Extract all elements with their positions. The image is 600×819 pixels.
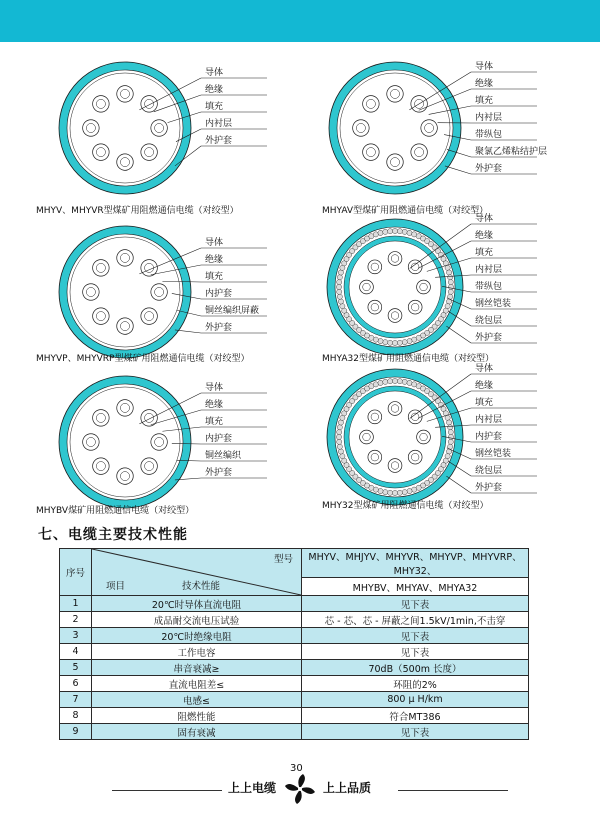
diagram-label: 绝缘 bbox=[475, 79, 494, 89]
cell-value: 芯 - 芯、芯 - 屏蔽之间1.5kV/1min,不击穿 bbox=[302, 612, 529, 628]
cell-num: 3 bbox=[60, 628, 92, 644]
diagram-label: 绕包层 bbox=[475, 466, 503, 476]
diagram-label: 钢丝铠装 bbox=[475, 449, 512, 459]
cable-diagram-mhy32 bbox=[325, 362, 585, 512]
diagram-label: 填充 bbox=[475, 248, 494, 258]
pinwheel-logo-icon bbox=[283, 772, 317, 810]
diagram-label: 导体 bbox=[205, 383, 224, 393]
table-row bbox=[60, 692, 529, 708]
table-row bbox=[60, 724, 529, 740]
cell-value: 环阻的2% bbox=[302, 676, 529, 692]
header-models-line2: MHYBV、MHYAV、MHYA32 bbox=[302, 578, 529, 596]
diagram-label: 填充 bbox=[475, 96, 494, 106]
diagram-label: 带纵包 bbox=[475, 282, 503, 292]
diagram-label: 外护套 bbox=[475, 333, 503, 343]
cell-num: 8 bbox=[60, 708, 92, 724]
cell-value: 见下表 bbox=[302, 724, 529, 740]
table-row bbox=[60, 596, 529, 612]
cell-item: 20℃时绝缘电阻 bbox=[92, 628, 302, 644]
diagram-label: 绝缘 bbox=[205, 255, 224, 265]
diagram-label: 外护套 bbox=[205, 136, 233, 146]
diagram-label: 聚氯乙烯粘结护层 bbox=[475, 147, 548, 157]
cell-num: 4 bbox=[60, 644, 92, 660]
diagram-label: 内护套 bbox=[205, 289, 233, 299]
cell-item: 直流电阻差≤ bbox=[92, 676, 302, 692]
table-header-row bbox=[60, 549, 529, 578]
cell-value: 见下表 bbox=[302, 628, 529, 644]
caption-mhyv: MHYV、MHYVR型煤矿用阻燃通信电缆（对绞型） bbox=[36, 206, 239, 216]
table-row bbox=[60, 628, 529, 644]
diagram-label: 铜丝编织 bbox=[205, 451, 242, 461]
table-row bbox=[60, 612, 529, 628]
cell-value: 70dB（500m 长度） bbox=[302, 660, 529, 676]
footer-line-right bbox=[398, 790, 508, 791]
cell-item: 20℃时导体直流电阻 bbox=[92, 596, 302, 612]
caption-mhyvp: MHYVP、MHYVRP型煤矿用阻燃通信电缆（对绞型） bbox=[36, 354, 250, 364]
header-perf: 技术性能 bbox=[182, 581, 221, 592]
table-row bbox=[60, 644, 529, 660]
section-title: 七、电缆主要技术性能 bbox=[38, 527, 188, 543]
cell-num: 1 bbox=[60, 596, 92, 612]
cell-item: 成品耐交流电压试验 bbox=[92, 612, 302, 628]
cell-item: 阻燃性能 bbox=[92, 708, 302, 724]
diagram-label: 填充 bbox=[205, 272, 224, 282]
header-item: 项目 bbox=[106, 581, 126, 592]
diagram-label: 绝缘 bbox=[205, 400, 224, 410]
cable-diagram-mhyvp bbox=[55, 222, 295, 362]
spec-table bbox=[59, 548, 529, 740]
caption-mhyav: MHYAV型煤矿用阻燃通信电缆（对绞型） bbox=[322, 206, 489, 216]
table-row bbox=[60, 660, 529, 676]
cable-diagram-mhyav bbox=[325, 58, 585, 198]
diagram-label: 填充 bbox=[475, 398, 494, 408]
cell-num: 6 bbox=[60, 676, 92, 692]
diagram-label: 导体 bbox=[475, 214, 494, 224]
caption-mhybv: MHYBV煤矿用阻燃通信电缆（对绞型） bbox=[36, 506, 195, 516]
diagram-label: 外护套 bbox=[205, 323, 233, 333]
diagram-label: 填充 bbox=[205, 102, 224, 112]
diagram-label: 外护套 bbox=[475, 483, 503, 493]
diagram-label: 填充 bbox=[205, 417, 224, 427]
cell-num: 9 bbox=[60, 724, 92, 740]
diagram-label: 外护套 bbox=[205, 468, 233, 478]
table-row bbox=[60, 676, 529, 692]
diagram-label: 导体 bbox=[205, 68, 224, 78]
diagram-label: 钢丝铠装 bbox=[475, 299, 512, 309]
diagram-label: 绝缘 bbox=[475, 231, 494, 241]
diagram-label: 外护套 bbox=[475, 164, 503, 174]
header-diagonal-cell bbox=[92, 549, 302, 596]
caption-mhy32: MHY32型煤矿用阻燃通信电缆（对绞型） bbox=[322, 501, 489, 511]
cell-num: 7 bbox=[60, 692, 92, 708]
diagram-label: 内衬层 bbox=[475, 113, 503, 123]
diagram-label: 绝缘 bbox=[475, 381, 494, 391]
top-color-band bbox=[0, 0, 600, 42]
diagram-label: 绝缘 bbox=[205, 85, 224, 95]
cell-value: 800 μ H/km bbox=[302, 692, 529, 708]
diagram-label: 铜丝编织屏蔽 bbox=[205, 306, 260, 316]
caption-mhya32: MHYA32型煤矿用阻燃通信电缆（对绞型） bbox=[322, 354, 494, 364]
diagram-label: 内护套 bbox=[475, 432, 503, 442]
diagram-label: 导体 bbox=[205, 238, 224, 248]
cell-num: 5 bbox=[60, 660, 92, 676]
slogan-right: 上上品质 bbox=[323, 781, 372, 795]
cell-item: 固有衰减 bbox=[92, 724, 302, 740]
diagram-label: 带纵包 bbox=[475, 130, 503, 140]
cell-num: 2 bbox=[60, 612, 92, 628]
page-number: 30 bbox=[290, 763, 303, 774]
cell-item: 电感≤ bbox=[92, 692, 302, 708]
cell-item: 串音衰减≥ bbox=[92, 660, 302, 676]
cable-diagram-mhya32 bbox=[325, 212, 585, 362]
diagram-label: 内衬层 bbox=[475, 265, 503, 275]
footer-line-left bbox=[112, 790, 222, 791]
cell-item: 工作电容 bbox=[92, 644, 302, 660]
diagram-label: 内衬层 bbox=[475, 415, 503, 425]
header-type: 型号 bbox=[273, 554, 293, 565]
diagram-label: 内衬层 bbox=[205, 119, 233, 129]
cell-value: 见下表 bbox=[302, 596, 529, 612]
table-row bbox=[60, 708, 529, 724]
diagram-label: 内护套 bbox=[205, 434, 233, 444]
header-num: 序号 bbox=[60, 549, 92, 596]
cell-value: 见下表 bbox=[302, 644, 529, 660]
cable-diagram-mhybv bbox=[55, 372, 295, 512]
header-models-line1: MHYV、MHJYV、MHYVR、MHYVP、MHYVRP、MHY32、 bbox=[302, 549, 529, 578]
diagram-label: 绕包层 bbox=[475, 316, 503, 326]
cell-value: 符合MT386 bbox=[302, 708, 529, 724]
diagram-label: 导体 bbox=[475, 364, 494, 374]
slogan-left: 上上电缆 bbox=[228, 781, 277, 795]
diagram-label: 导体 bbox=[475, 62, 494, 72]
cable-diagram-mhyv bbox=[55, 58, 295, 198]
